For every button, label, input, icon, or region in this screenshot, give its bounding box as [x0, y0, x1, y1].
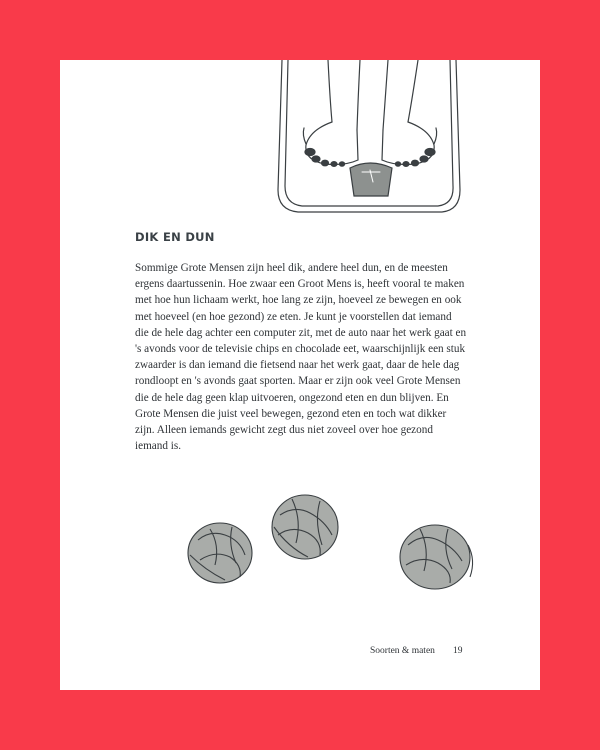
- footer-section-title: Soorten & maten: [370, 646, 435, 656]
- sprout-left: [188, 523, 252, 583]
- sprout-right: [400, 525, 473, 589]
- article-body: Sommige Grote Mensen zijn heel dik, andere heel dun, en de meesten ergens daartussenin. Hoe zwaar een Groot Mens is, heeft vooral te maken met hoe hun lichaam werkt, hoe lang ze zijn, hoeveel ze bewegen en ook met hoeveel (en hoe gezond) ze eten. Je kunt je voorstellen dat iemand die de hele dag achter een computer zit, met de auto naar het werk gaat en 's avonds voor de televisie chips en chocolade eet, waarschijnlijk een stuk zwaarder is dan iemand die fietsend naar het werk gaat, daar de hele dag rondloopt en 's avonds gaat sporten. Maar er zijn ook veel Grote Mensen die de hele dag geen klap uitvoeren, ongezond eten en dun blijven. En Grote Mensen die juist veel bewegen, gezond eten en toch wat dikker zijn. Alleen iemands gewicht zegt dus niet zoveel over hoe gezond iemand is.: [135, 262, 467, 453]
- article-heading: DIK EN DUN: [135, 230, 215, 244]
- book-page: [60, 60, 540, 690]
- sprout-middle: [272, 495, 338, 559]
- feet-on-scale-illustration: [270, 60, 470, 215]
- brussels-sprouts-illustration: [180, 485, 480, 605]
- page-number: 19: [453, 646, 463, 656]
